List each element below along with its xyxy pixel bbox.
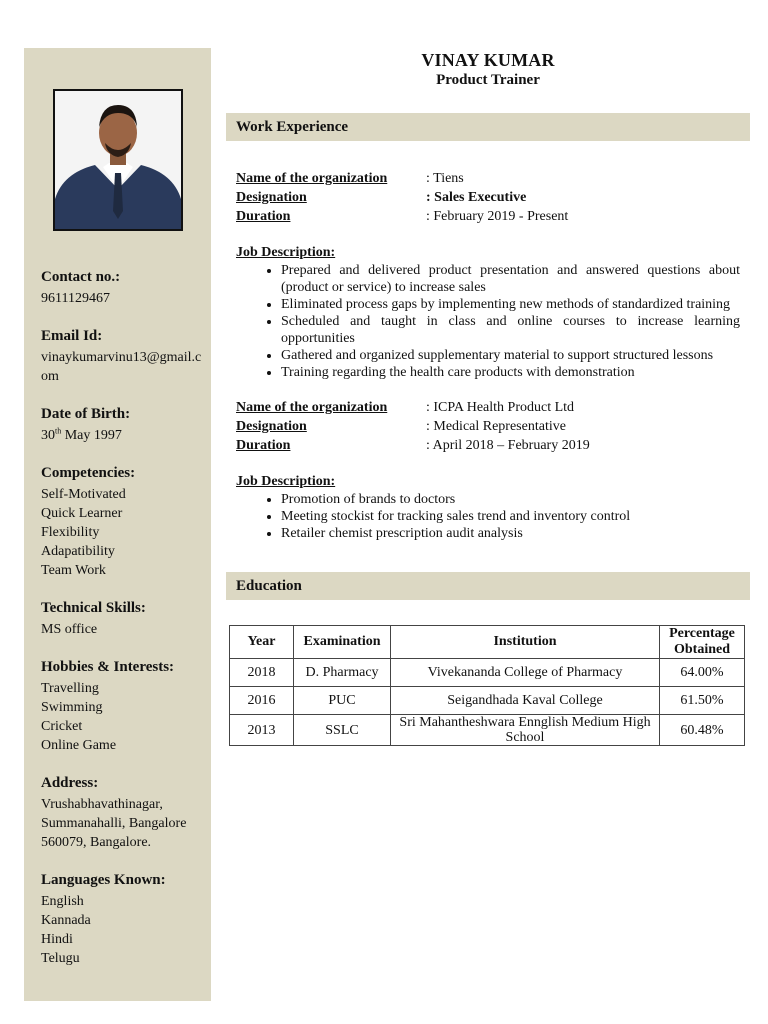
address-line: 560079, Bangalore. bbox=[41, 835, 152, 850]
job-task-item: • Retailer chemist prescription audit analysis bbox=[281, 525, 750, 542]
job-description-heading: Job Description: bbox=[236, 474, 336, 489]
competency-item: Self-Motivated bbox=[41, 487, 126, 502]
email-heading: Email Id: bbox=[41, 328, 103, 344]
languages-heading: Languages Known: bbox=[41, 872, 166, 888]
designation-text: : Sales Executive bbox=[426, 190, 527, 205]
table-cell: Vivekananda College of Pharmacy bbox=[391, 659, 660, 687]
job-task-item: • Training regarding the health care products with demonstration bbox=[281, 364, 750, 381]
job-task-item: • Scheduled and taught in class and online courses to increase learning opportunities bbox=[281, 313, 750, 347]
hobbies-heading: Hobbies & Interests: bbox=[41, 659, 175, 675]
table-cell: SSLC bbox=[294, 715, 391, 746]
competencies-heading: Competencies: bbox=[41, 465, 136, 481]
work-experience-heading: Work Experience bbox=[226, 113, 750, 141]
languages-section bbox=[41, 871, 206, 968]
table-cell: Seigandhada Kaval College bbox=[391, 687, 660, 715]
org-label: Name of the organization bbox=[236, 400, 388, 415]
address-line: Vrushabhavathinagar, bbox=[41, 797, 163, 812]
competency-item: Flexibility bbox=[41, 525, 100, 540]
technical-skills-section bbox=[41, 599, 206, 639]
contact-heading: Contact no.: bbox=[41, 269, 121, 285]
duration-label: Duration bbox=[236, 438, 291, 453]
candidate-title: Product Trainer bbox=[436, 72, 540, 88]
competencies-section bbox=[41, 464, 206, 580]
job-entry bbox=[226, 169, 750, 381]
hobbies-section bbox=[41, 658, 206, 755]
table-cell: 61.50% bbox=[660, 687, 745, 715]
hobby-item: Swimming bbox=[41, 700, 103, 715]
sidebar-content bbox=[41, 268, 206, 987]
duration-row bbox=[226, 436, 750, 455]
duration-label: Duration bbox=[236, 209, 291, 224]
column-header: Percentage Obtained bbox=[660, 626, 745, 659]
dob-rest: May 1997 bbox=[61, 428, 122, 443]
table-cell: PUC bbox=[294, 687, 391, 715]
designation-row bbox=[226, 417, 750, 436]
email-address: vinaykumarvinu13@gmail.com bbox=[41, 350, 202, 384]
table-row bbox=[230, 715, 745, 746]
duration-value: : April 2018 – February 2019 bbox=[426, 438, 590, 453]
org-row bbox=[226, 398, 750, 417]
language-item: Hindi bbox=[41, 932, 73, 947]
language-item: English bbox=[41, 894, 84, 909]
org-label: Name of the organization bbox=[236, 171, 388, 186]
job-task-list bbox=[226, 262, 750, 381]
table-row bbox=[230, 659, 745, 687]
job-task-item: • Prepared and delivered product presentation and answered questions about (product or service) to increase sales bbox=[281, 262, 750, 296]
competency-item: Adapatibility bbox=[41, 544, 115, 559]
job-description-heading: Job Description: bbox=[236, 245, 336, 260]
table-cell: D. Pharmacy bbox=[294, 659, 391, 687]
education-heading: Education bbox=[226, 572, 750, 600]
designation-row bbox=[226, 188, 750, 207]
duration-value: : February 2019 - Present bbox=[426, 209, 569, 224]
job-entry bbox=[226, 398, 750, 542]
profile-photo bbox=[53, 89, 183, 231]
main-content bbox=[226, 48, 750, 746]
table-cell: 2013 bbox=[230, 715, 294, 746]
column-header: Year bbox=[230, 626, 294, 659]
designation-label: Designation bbox=[236, 419, 307, 434]
table-cell: 2018 bbox=[230, 659, 294, 687]
designation-label: Designation bbox=[236, 190, 307, 205]
duration-row bbox=[226, 207, 750, 226]
dob-section bbox=[41, 405, 206, 445]
job-task-item: • Gathered and organized supplementary material to support structured lessons bbox=[281, 347, 750, 364]
candidate-name: VINAY KUMAR bbox=[421, 50, 555, 70]
contact-section bbox=[41, 268, 206, 308]
dob-heading: Date of Birth: bbox=[41, 406, 131, 422]
job-task-list bbox=[226, 491, 750, 542]
address-line: Summanahalli, Bangalore bbox=[41, 816, 187, 831]
address-section bbox=[41, 774, 206, 852]
hobby-item: Travelling bbox=[41, 681, 99, 696]
table-row bbox=[230, 687, 745, 715]
column-header: Institution bbox=[391, 626, 660, 659]
dob-value bbox=[41, 426, 206, 445]
job-task-item: • Meeting stockist for tracking sales trend and inventory control bbox=[281, 508, 750, 525]
column-header: Examination bbox=[294, 626, 391, 659]
competency-item: Quick Learner bbox=[41, 506, 123, 521]
hobby-item: Cricket bbox=[41, 719, 83, 734]
education-table bbox=[229, 625, 745, 746]
profile-photo-image bbox=[55, 91, 181, 229]
org-value: : Tiens bbox=[426, 171, 464, 186]
competency-item: Team Work bbox=[41, 563, 106, 578]
language-item: Kannada bbox=[41, 913, 91, 928]
education-header-row bbox=[230, 626, 745, 659]
table-cell: 64.00% bbox=[660, 659, 745, 687]
dob-day: 30 bbox=[41, 428, 55, 443]
contact-number: 9611129467 bbox=[41, 291, 110, 306]
org-value: : ICPA Health Product Ltd bbox=[426, 400, 575, 415]
designation-value bbox=[426, 188, 526, 207]
table-cell: 60.48% bbox=[660, 715, 745, 746]
job-task-item: • Eliminated process gaps by implementing new methods of standardized training bbox=[281, 296, 750, 313]
language-item: Telugu bbox=[41, 951, 80, 966]
table-cell: Sri Mahantheshwara Ennglish Medium High School bbox=[391, 715, 660, 746]
technical-skill-item: MS office bbox=[41, 622, 98, 637]
designation-value: : Medical Representative bbox=[426, 419, 566, 434]
table-cell: 2016 bbox=[230, 687, 294, 715]
dob-suffix: th bbox=[55, 426, 62, 436]
job-task-item: • Promotion of brands to doctors bbox=[281, 491, 750, 508]
hobby-item: Online Game bbox=[41, 738, 117, 753]
address-heading: Address: bbox=[41, 775, 99, 791]
email-section bbox=[41, 327, 206, 386]
technical-skills-heading: Technical Skills: bbox=[41, 600, 146, 616]
org-row bbox=[226, 169, 750, 188]
